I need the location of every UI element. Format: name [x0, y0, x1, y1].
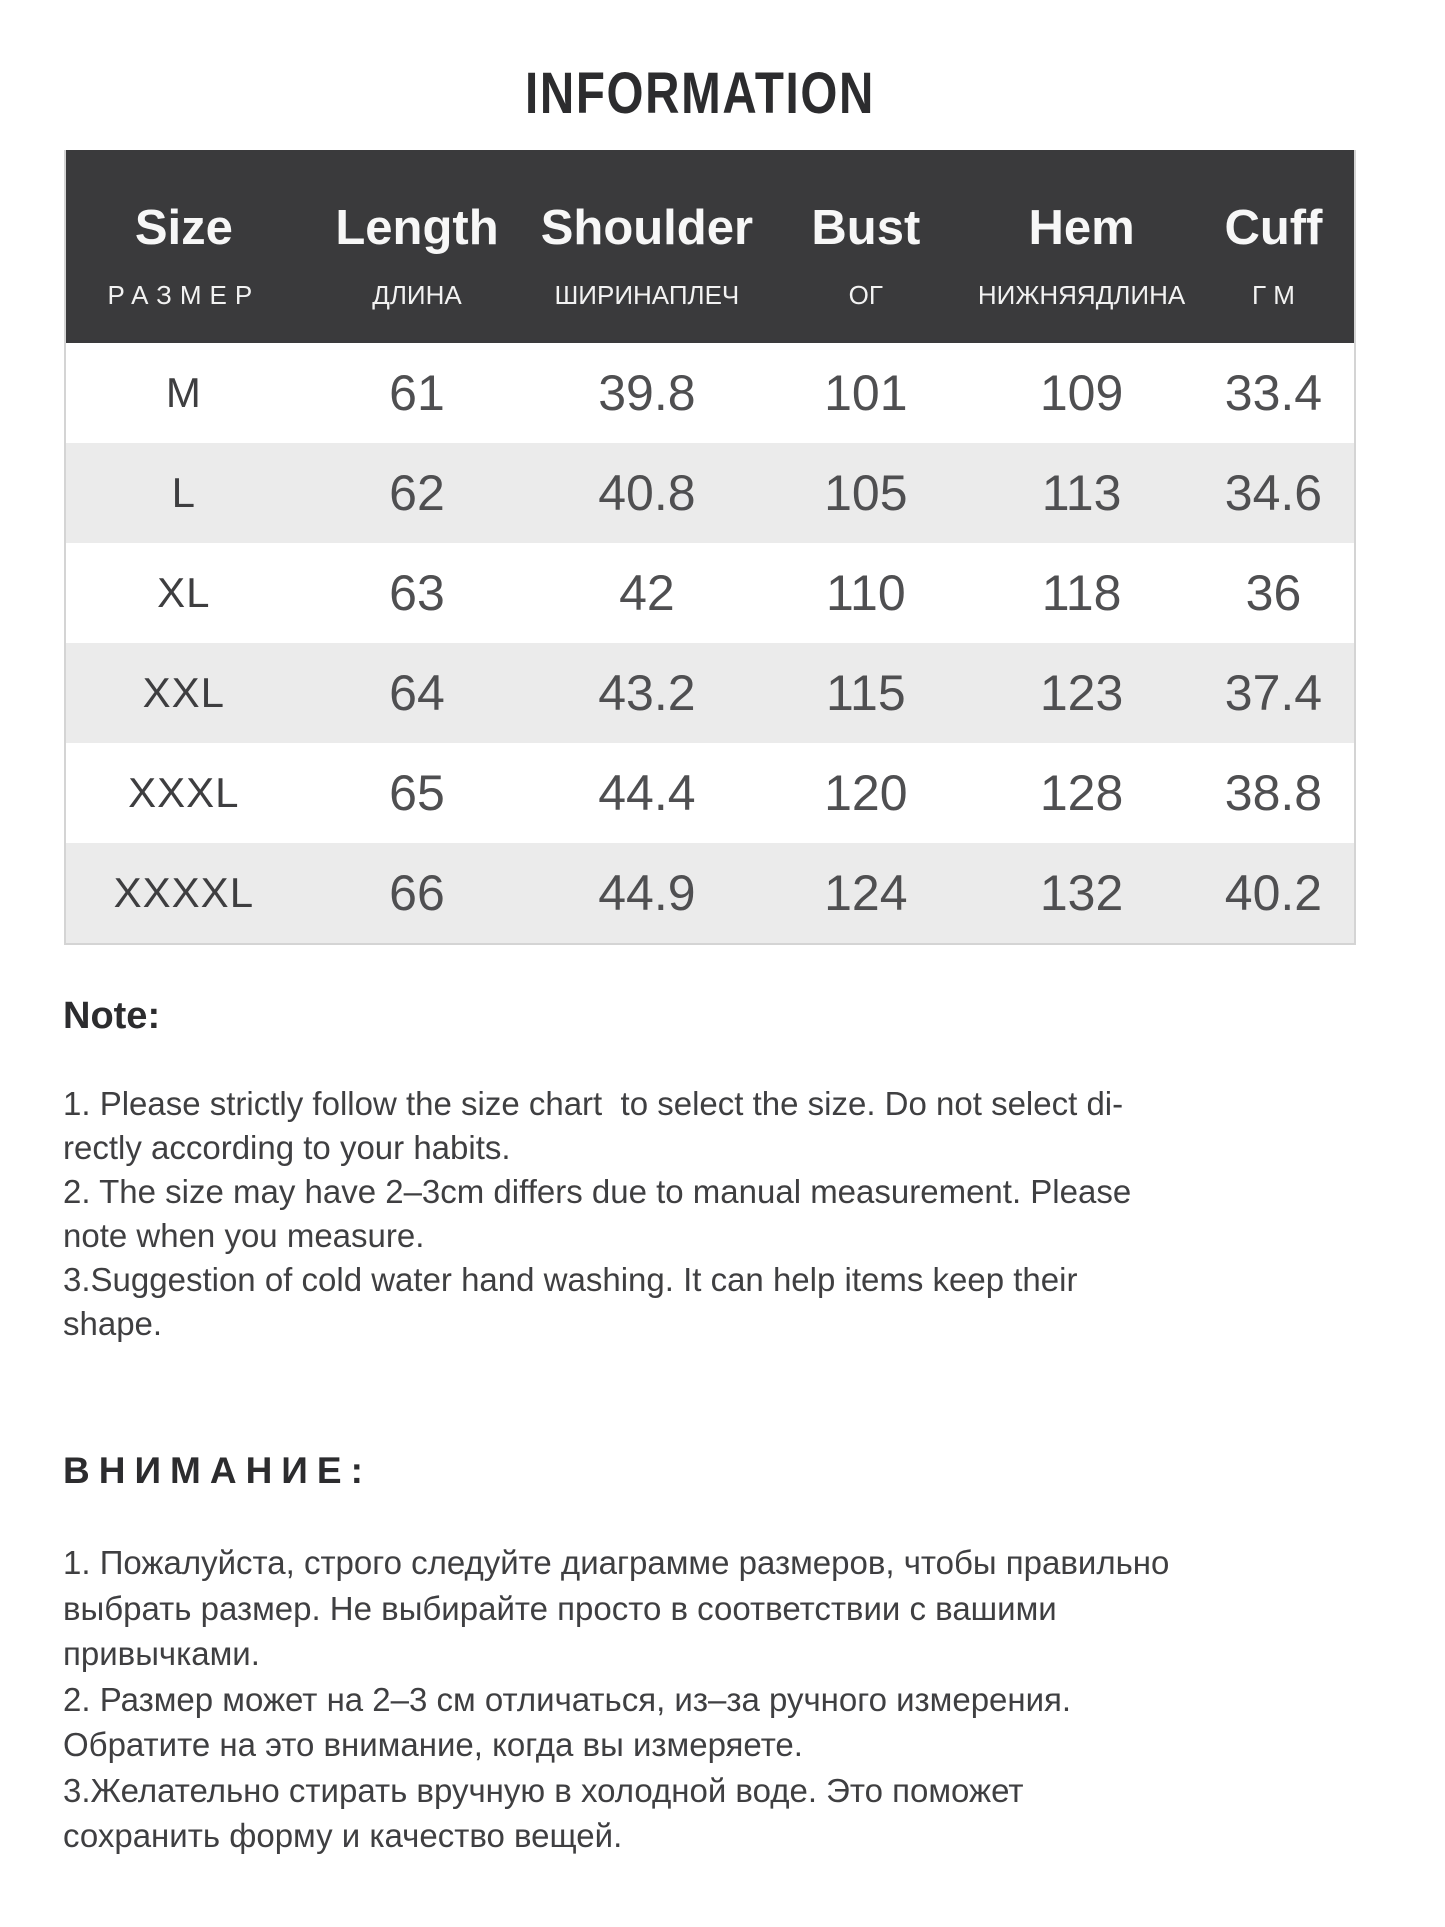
size-value: M [165, 369, 202, 416]
shoulder-value: 42 [619, 565, 675, 621]
length-value: 66 [389, 865, 445, 921]
note-text-ru [63, 1540, 1393, 1859]
hem-value: 128 [1039, 765, 1124, 821]
size-value: XXL [142, 669, 226, 716]
bust-value: 115 [825, 665, 906, 721]
shoulder-value: 39.8 [598, 365, 696, 421]
note-line: 3.Желательно стирать вручную в холодной воде. Это поможет [63, 1771, 1024, 1809]
table-row-xl [66, 543, 1354, 643]
column-header-size-en: Size [134, 201, 233, 255]
column-header-bust-ru: ОГ [848, 280, 883, 310]
cuff-value: 36 [1245, 565, 1302, 621]
shoulder-value: 44.9 [598, 865, 696, 921]
bust-value: 105 [824, 465, 908, 521]
table-row-xxxl [66, 743, 1354, 843]
bust-value: 120 [824, 765, 908, 821]
column-header-length [302, 200, 533, 343]
note-line: 2. The size may have 2–3cm differs due to manual measurement. Please [63, 1173, 1132, 1210]
cuff-value: 38.8 [1224, 765, 1323, 821]
length-value: 61 [389, 365, 445, 421]
table-row-l [66, 443, 1354, 543]
hem-value: 118 [1041, 565, 1122, 621]
size-value: XL [157, 569, 211, 616]
cuff-value: 37.4 [1224, 665, 1323, 721]
column-header-bust [762, 200, 971, 343]
hem-value: 123 [1039, 665, 1124, 721]
length-value: 62 [389, 465, 445, 521]
column-header-size-ru: РАЗМЕР [107, 280, 261, 310]
note-line: привычками. [63, 1635, 260, 1672]
column-header-shoulder-en: Shoulder [540, 201, 754, 255]
length-value: 64 [389, 665, 445, 721]
note-line: сохранить форму и качество вещей. [63, 1817, 623, 1854]
shoulder-value: 43.2 [598, 665, 696, 721]
column-header-bust-en: Bust [811, 201, 921, 255]
bust-value: 110 [825, 565, 906, 621]
hem-value: 132 [1039, 865, 1124, 921]
size-value: XXXL [128, 769, 240, 816]
hem-value: 109 [1039, 365, 1124, 421]
note-heading: Note: [63, 995, 161, 1037]
column-header-length-ru: ДЛИНА [372, 280, 462, 310]
length-value: 65 [389, 765, 445, 821]
page-title: INFORMATION [524, 61, 876, 126]
column-header-cuff-en: Cuff [1224, 201, 1323, 255]
note-line: rectly according to your habits. [63, 1129, 511, 1166]
cuff-value: 33.4 [1224, 365, 1323, 421]
column-header-shoulder [532, 200, 761, 343]
table-row-xxl [66, 643, 1354, 743]
note-line: 3.Suggestion of cold water hand washing. It can help items keep their [63, 1261, 1078, 1298]
size-chart-table [64, 150, 1356, 945]
bust-value: 101 [824, 365, 908, 421]
shoulder-value: 44.4 [598, 765, 696, 821]
length-value: 63 [389, 565, 445, 621]
hem-value: 113 [1041, 465, 1122, 521]
note-line: 2. Размер может на 2–3 см отличаться, из–за ручного измерения. [63, 1680, 1072, 1718]
column-header-size [66, 200, 302, 343]
shoulder-value: 40.8 [598, 465, 696, 521]
note-line: note when you measure. [63, 1217, 425, 1254]
column-header-hem-en: Hem [1028, 201, 1135, 255]
note-line: выбрать размер. Не выбирайте просто в соответствии с вашими [63, 1589, 1057, 1627]
note-line: 1. Пожалуйста, строго следуйте диаграмме размеров, чтобы правильно [63, 1544, 1170, 1581]
table-row-m [66, 343, 1354, 443]
column-header-cuff-ru: Г М [1251, 280, 1295, 310]
note-line: shape. [63, 1305, 163, 1342]
column-header-shoulder-ru: ШИРИНАПЛЕЧ [554, 280, 740, 310]
bust-value: 124 [824, 865, 908, 921]
cuff-value: 34.6 [1224, 465, 1323, 521]
column-header-hem [970, 200, 1193, 343]
attention-heading: ВНИМАНИЕ: [63, 1450, 372, 1491]
column-header-hem-ru: НИЖНЯЯДЛИНА [977, 280, 1186, 310]
note-line: 1. Please strictly follow the size chart to select the size. Do not select di- [63, 1085, 1124, 1122]
column-header-length-en: Length [335, 201, 499, 255]
note-line: Обратите на это внимание, когда вы измеряете. [63, 1726, 803, 1763]
note-text-en [63, 1082, 1393, 1346]
column-header-cuff [1193, 200, 1354, 343]
cuff-value: 40.2 [1224, 865, 1323, 921]
table-row-xxxxl [66, 843, 1354, 943]
size-value: XXXXL [113, 869, 255, 916]
size-value: L [171, 469, 197, 516]
size-chart-header-row [66, 150, 1354, 343]
